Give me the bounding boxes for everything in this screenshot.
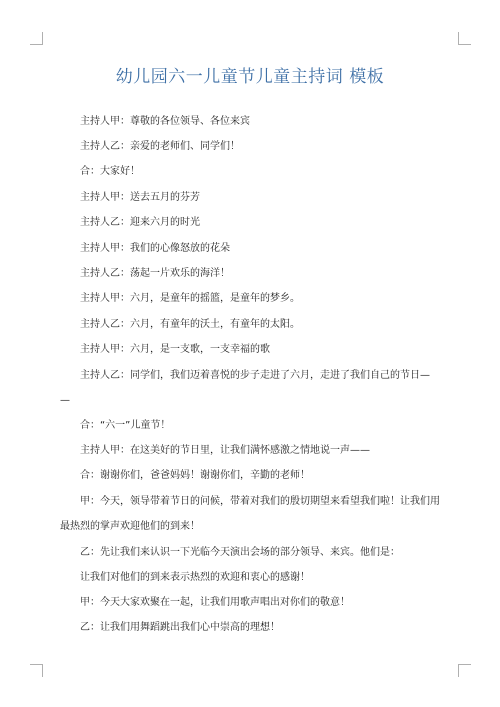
body-line: 主持人甲：尊敬的各位领导、各位来宾	[80, 116, 250, 127]
body-line: 主持人乙：六月，有童年的沃土，有童年的太阳。	[80, 319, 300, 330]
body-line: 主持人甲：送去五月的芬芳	[80, 192, 200, 203]
body-line: 最热烈的掌声欢迎他们的到来！	[60, 521, 200, 532]
crop-mark-bottom-left	[30, 664, 43, 677]
body-line: 主持人乙：亲爱的老师们、同学们！	[80, 141, 240, 152]
crop-mark-top-left	[30, 32, 43, 45]
body-line: 合：大家好！	[80, 166, 140, 177]
body-line: 让我们对他们的到来表示热烈的欢迎和衷心的感谢！	[80, 572, 310, 583]
body-line: 甲：今天，领导带着节日的问候，带着对我们的殷切期望来看望我们啦！让我们用	[80, 496, 440, 507]
body-line: 合：“六一”儿童节！	[80, 420, 171, 431]
body-line: 主持人乙：荡起一片欢乐的海洋！	[80, 268, 230, 279]
body-line: 主持人乙：迎来六月的时光	[80, 217, 200, 228]
body-line: 乙：让我们用舞蹈跳出我们心中崇高的理想！	[80, 622, 280, 633]
crop-mark-top-right	[458, 32, 471, 45]
document-title: 幼儿园六一儿童节儿童主持词 模板	[115, 67, 385, 87]
body-line: 主持人甲：六月，是一支歌，一支幸福的歌	[80, 344, 270, 355]
body-line: 主持人乙：同学们，我们迈着喜悦的步子走进了六月，走进了我们自己的节日—	[80, 370, 430, 381]
body-line: 主持人甲：我们的心像怒放的花朵	[80, 243, 230, 254]
crop-mark-bottom-right	[458, 664, 471, 677]
body-line: 合：谢谢你们，爸爸妈妈！谢谢你们，辛勤的老师！	[80, 470, 310, 481]
body-line: 主持人甲：六月，是童年的摇篮，是童年的梦乡。	[80, 293, 300, 304]
body-line: 甲：今天大家欢聚在一起，让我们用歌声唱出对你们的敬意！	[80, 597, 350, 608]
body-line: 主持人甲：在这美好的节日里，让我们满怀感激之情地说一声——	[80, 445, 370, 456]
body-line: 乙：先让我们来认识一下光临今天演出会场的部分领导、来宾。他们是：	[80, 547, 400, 558]
body-line: —	[60, 395, 70, 406]
